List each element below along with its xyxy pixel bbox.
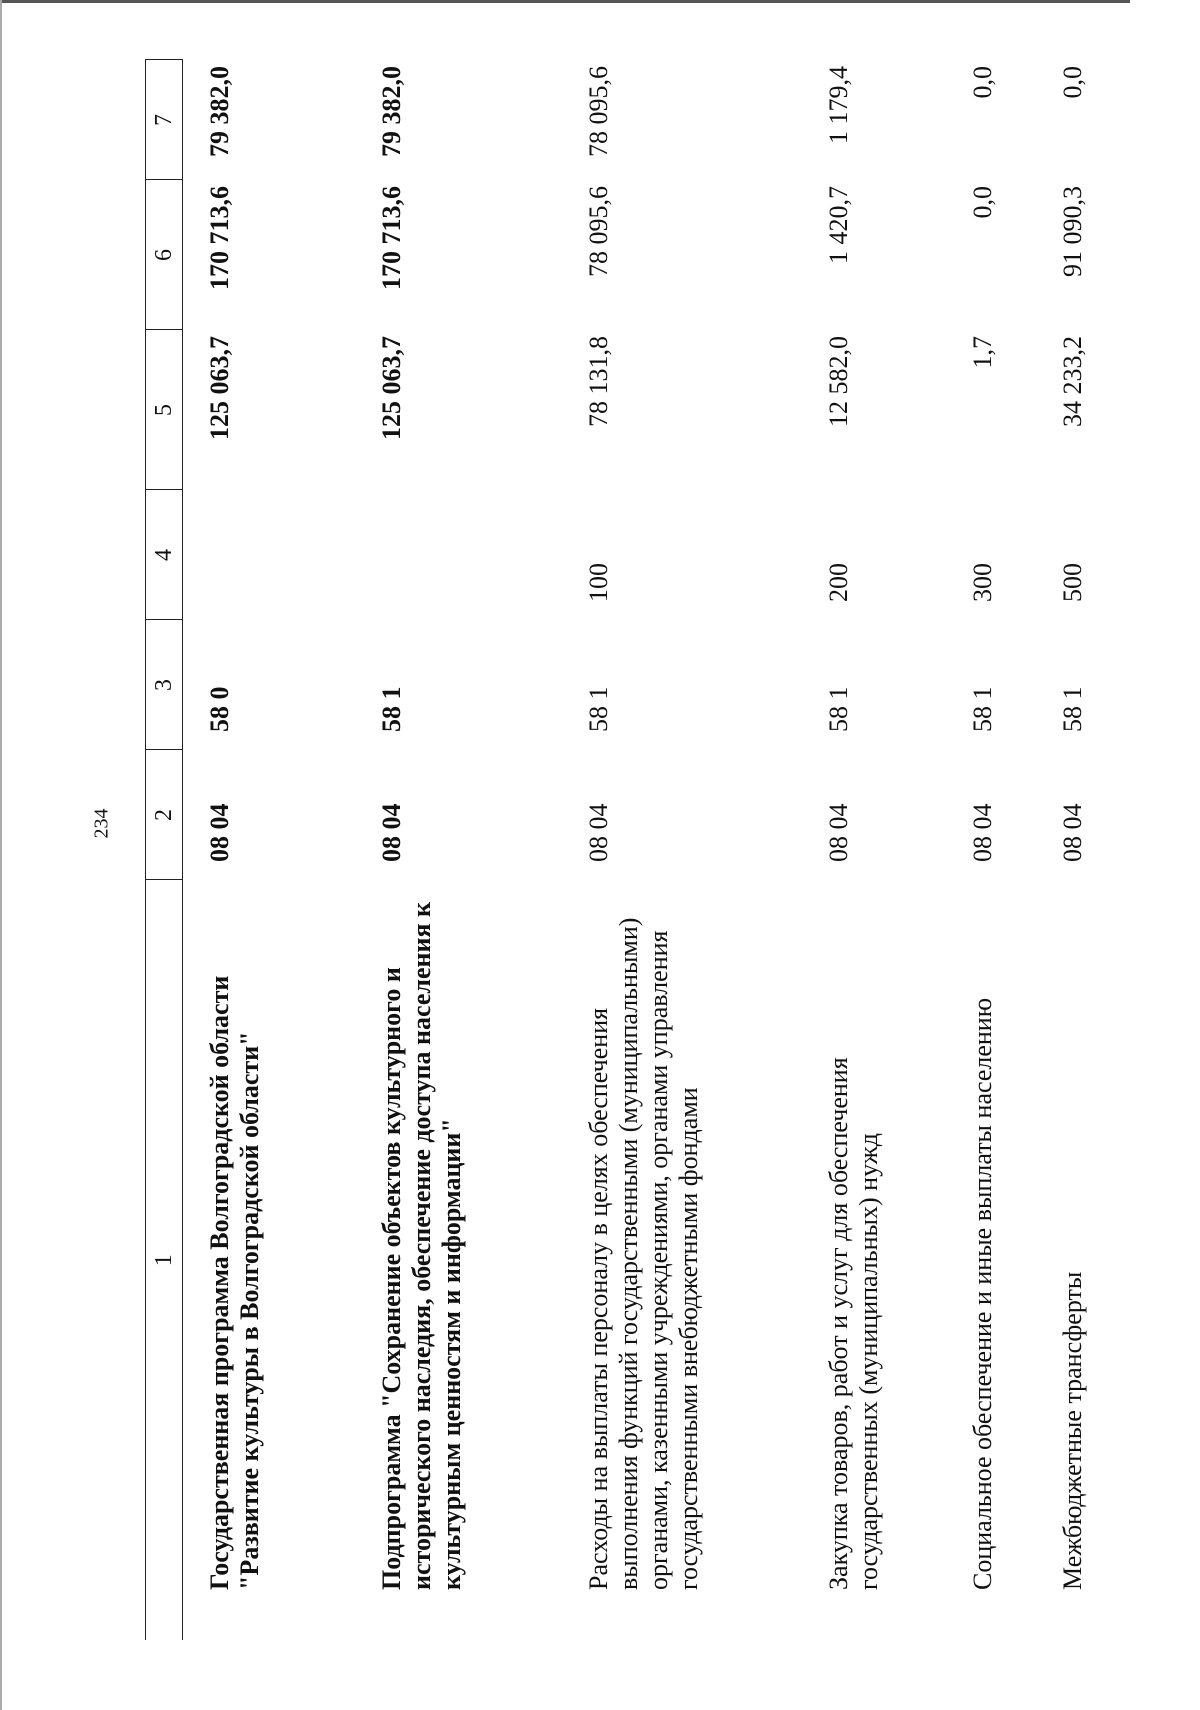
section-code: 08 04 — [968, 803, 997, 862]
target-code: 58 1 — [377, 686, 406, 732]
expense-type: 100 — [584, 563, 613, 602]
page-number: 234 — [90, 808, 113, 839]
column-header: 7 — [146, 60, 183, 180]
section-code: 08 04 — [584, 803, 613, 862]
value-col5: 1,7 — [968, 336, 997, 369]
table-row — [1046, 60, 1128, 1640]
value-col7: 79 382,0 — [205, 66, 234, 157]
target-code: 58 1 — [824, 686, 853, 732]
column-header: 4 — [146, 490, 183, 620]
value-col6: 0,0 — [968, 186, 997, 219]
table-row — [365, 60, 572, 1640]
section-code: 08 04 — [1058, 803, 1087, 862]
value-col5: 34 233,2 — [1058, 336, 1087, 427]
row-name: Государственная программа Волгоградской области "Развитие культуры в Волгоградской области" — [205, 975, 264, 1590]
value-col5: 125 063,7 — [205, 336, 234, 440]
row-name: Расходы на выплаты персоналу в целях обеспечения выполнения функций государственными (муниципальными) органами, казенными учреждениями, органами управления государственными внебюджетными фондами — [584, 917, 703, 1590]
table-row — [812, 60, 956, 1640]
value-col7: 79 382,0 — [377, 66, 406, 157]
expense-type: 200 — [824, 563, 853, 602]
scan-top-edge — [0, 0, 1130, 3]
column-header: 5 — [146, 330, 183, 490]
value-col6: 1 420,7 — [824, 186, 853, 264]
expense-type — [183, 490, 366, 620]
target-code: 58 1 — [1058, 686, 1087, 732]
value-col6: 91 090,3 — [1058, 186, 1087, 277]
value-col7: 0,0 — [968, 66, 997, 99]
rotated-document-sheet — [145, 60, 1095, 1640]
expense-type — [365, 490, 572, 620]
value-col6: 78 095,6 — [584, 186, 613, 277]
section-code: 08 04 — [205, 803, 234, 862]
target-code: 58 1 — [584, 686, 613, 732]
target-code: 58 0 — [205, 686, 234, 732]
column-header: 2 — [146, 750, 183, 880]
value-col6: 170 713,6 — [377, 186, 406, 290]
table-row — [956, 60, 1046, 1640]
column-header: 3 — [146, 620, 183, 750]
value-col7: 0,0 — [1058, 66, 1087, 99]
value-col7: 78 095,6 — [584, 66, 613, 157]
budget-table — [145, 60, 1128, 1641]
column-header: 1 — [146, 880, 183, 1640]
target-code: 58 1 — [968, 686, 997, 732]
table-row — [183, 60, 366, 1640]
expense-type: 500 — [1058, 563, 1087, 602]
row-name: Закупка товаров, работ и услуг для обеспечения государственных (муниципальных) нужд — [824, 1057, 883, 1590]
row-name: Подпрограмма "Сохранение объектов культурного и исторического наследия, обеспечение доступа населения к культурным ценностям и информации" — [377, 902, 466, 1590]
row-name: Межбюджетные трансферты — [1058, 1271, 1087, 1590]
section-code: 08 04 — [824, 803, 853, 862]
table-row — [572, 60, 812, 1640]
value-col5: 78 131,8 — [584, 336, 613, 427]
value-col5: 125 063,7 — [377, 336, 406, 440]
value-col5: 12 582,0 — [824, 336, 853, 427]
row-name: Социальное обеспечение и иные выплаты населению — [968, 997, 997, 1590]
expense-type: 300 — [968, 563, 997, 602]
scan-left-edge — [0, 0, 2, 1710]
column-header: 6 — [146, 180, 183, 330]
value-col7: 1 179,4 — [824, 66, 853, 144]
section-code: 08 04 — [377, 803, 406, 862]
table-header-row — [146, 60, 183, 1640]
value-col6: 170 713,6 — [205, 186, 234, 290]
